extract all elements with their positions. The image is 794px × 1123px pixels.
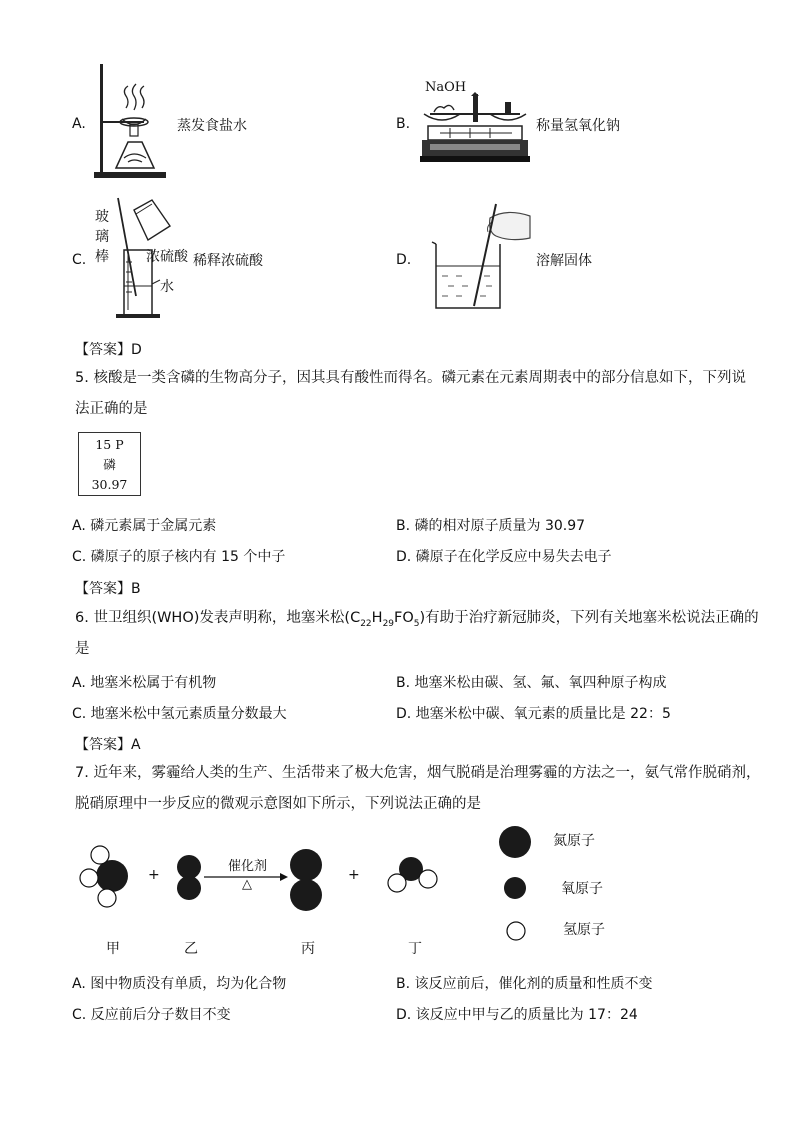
q4-option-c-letter: C. (72, 252, 87, 268)
nitrogen-atom-icon (499, 826, 531, 858)
q6-option-c: C. 地塞米松中氢元素质量分数最大 (72, 706, 287, 722)
q6-option-b: B. 地塞米松由碳、氢、氟、氧四种原子构成 (396, 675, 667, 691)
glass-rod-char-1: 玻 (95, 209, 109, 225)
q5-option-d: D. 磷原子在化学反应中易失去电子 (396, 549, 612, 565)
element-atomic-mass: 30.97 (91, 477, 128, 492)
label-yi: 乙 (184, 941, 198, 957)
balance-scale-figure (420, 92, 532, 168)
naoh-label: NaOH (425, 80, 467, 95)
q5-stem-line-1: 5. 核酸是一类含磷的生物高分子，因其具有酸性而得名。磷元素在元素周期表中的部分信息如下，下列说 (75, 370, 746, 386)
formula-sub-o: 5 (413, 618, 420, 629)
conc-sulfuric-acid-label: 浓硫酸 (146, 249, 188, 265)
q4-option-a-letter: A. (72, 116, 86, 132)
q4-option-b-letter: B. (396, 116, 411, 132)
element-number-symbol: 15 P (95, 437, 124, 452)
q6-stem-line-1 (75, 602, 759, 640)
oxygen-atom-icon (504, 877, 526, 899)
evaporation-apparatus-figure (92, 64, 172, 182)
atom-legend (496, 822, 542, 946)
q6-option-a: A. 地塞米松属于有机物 (72, 675, 217, 691)
q7-option-b: B. 该反应前后，催化剂的质量和性质不变 (396, 976, 653, 992)
q5-option-b: B. 磷的相对原子质量为 30.97 (396, 518, 586, 534)
q7-stem-line-1: 7. 近年来，雾霾给人类的生产、生活带来了极大危害，烟气脱硝是治理雾霾的方法之一，氨气常作脱硝剂， (75, 765, 761, 781)
label-bing: 丙 (301, 941, 315, 957)
q7-option-c: C. 反应前后分子数目不变 (72, 1007, 231, 1023)
q4-option-c-label: 稀释浓硫酸 (193, 253, 263, 269)
plus-sign-2: + (348, 867, 360, 883)
q4-option-a-label: 蒸发食盐水 (177, 118, 247, 134)
q5-stem-line-2: 法正确的是 (75, 401, 148, 417)
molecule-ding (388, 857, 437, 892)
water-label: 水 (160, 279, 174, 295)
label-ding: 丁 (408, 941, 422, 957)
q4-answer: 【答案】D (75, 342, 142, 358)
q6-answer: 【答案】A (75, 737, 141, 753)
glass-rod-char-2: 璃 (95, 229, 109, 245)
formula-h: H (371, 610, 383, 626)
q6-stem-pre: 6. 世卫组织(WHO)发表声明称，地塞米松(C (75, 610, 361, 626)
formula-sub-c: 22 (360, 618, 372, 629)
q6-stem-line-2: 是 (75, 641, 90, 657)
molecule-yi (177, 855, 201, 900)
q7-stem-line-2: 脱硝原理中一步反应的微观示意图如下所示，下列说法正确的是 (75, 796, 481, 812)
formula-sub-h: 29 (382, 618, 395, 629)
q4-option-d-label: 溶解固体 (536, 253, 592, 269)
q5-option-c: C. 磷原子的原子核内有 15 个中子 (72, 549, 286, 565)
heat-symbol: △ (242, 877, 252, 892)
legend-hydrogen: 氢原子 (563, 922, 605, 938)
legend-oxygen: 氧原子 (561, 881, 603, 897)
molecule-bing (290, 849, 322, 911)
q7-option-a: A. 图中物质没有单质，均为化合物 (72, 976, 287, 992)
q6-option-d: D. 地塞米松中碳、氧元素的质量比是 22：5 (396, 706, 671, 722)
plus-sign-1: + (148, 867, 160, 883)
dissolving-solid-figure (430, 202, 534, 312)
q6-stem-post: )有助于治疗新冠肺炎，下列有关地塞米松说法正确的 (419, 610, 759, 626)
catalyst-label: 催化剂 (228, 859, 268, 874)
element-name: 磷 (103, 457, 116, 472)
q5-option-a: A. 磷元素属于金属元素 (72, 518, 217, 534)
q4-option-d-letter: D. (396, 252, 412, 268)
formula-fo: FO (394, 610, 414, 626)
glass-rod-char-3: 棒 (95, 249, 109, 265)
hydrogen-atom-icon (507, 922, 525, 940)
label-jia: 甲 (106, 941, 120, 957)
q4-option-b-label: 称量氢氧化钠 (536, 118, 620, 134)
molecule-jia (80, 846, 128, 907)
legend-nitrogen: 氮原子 (553, 833, 595, 849)
phosphorus-element-cell (78, 432, 141, 496)
q5-answer: 【答案】B (75, 581, 141, 597)
q7-option-d: D. 该反应中甲与乙的质量比为 17：24 (396, 1007, 638, 1023)
